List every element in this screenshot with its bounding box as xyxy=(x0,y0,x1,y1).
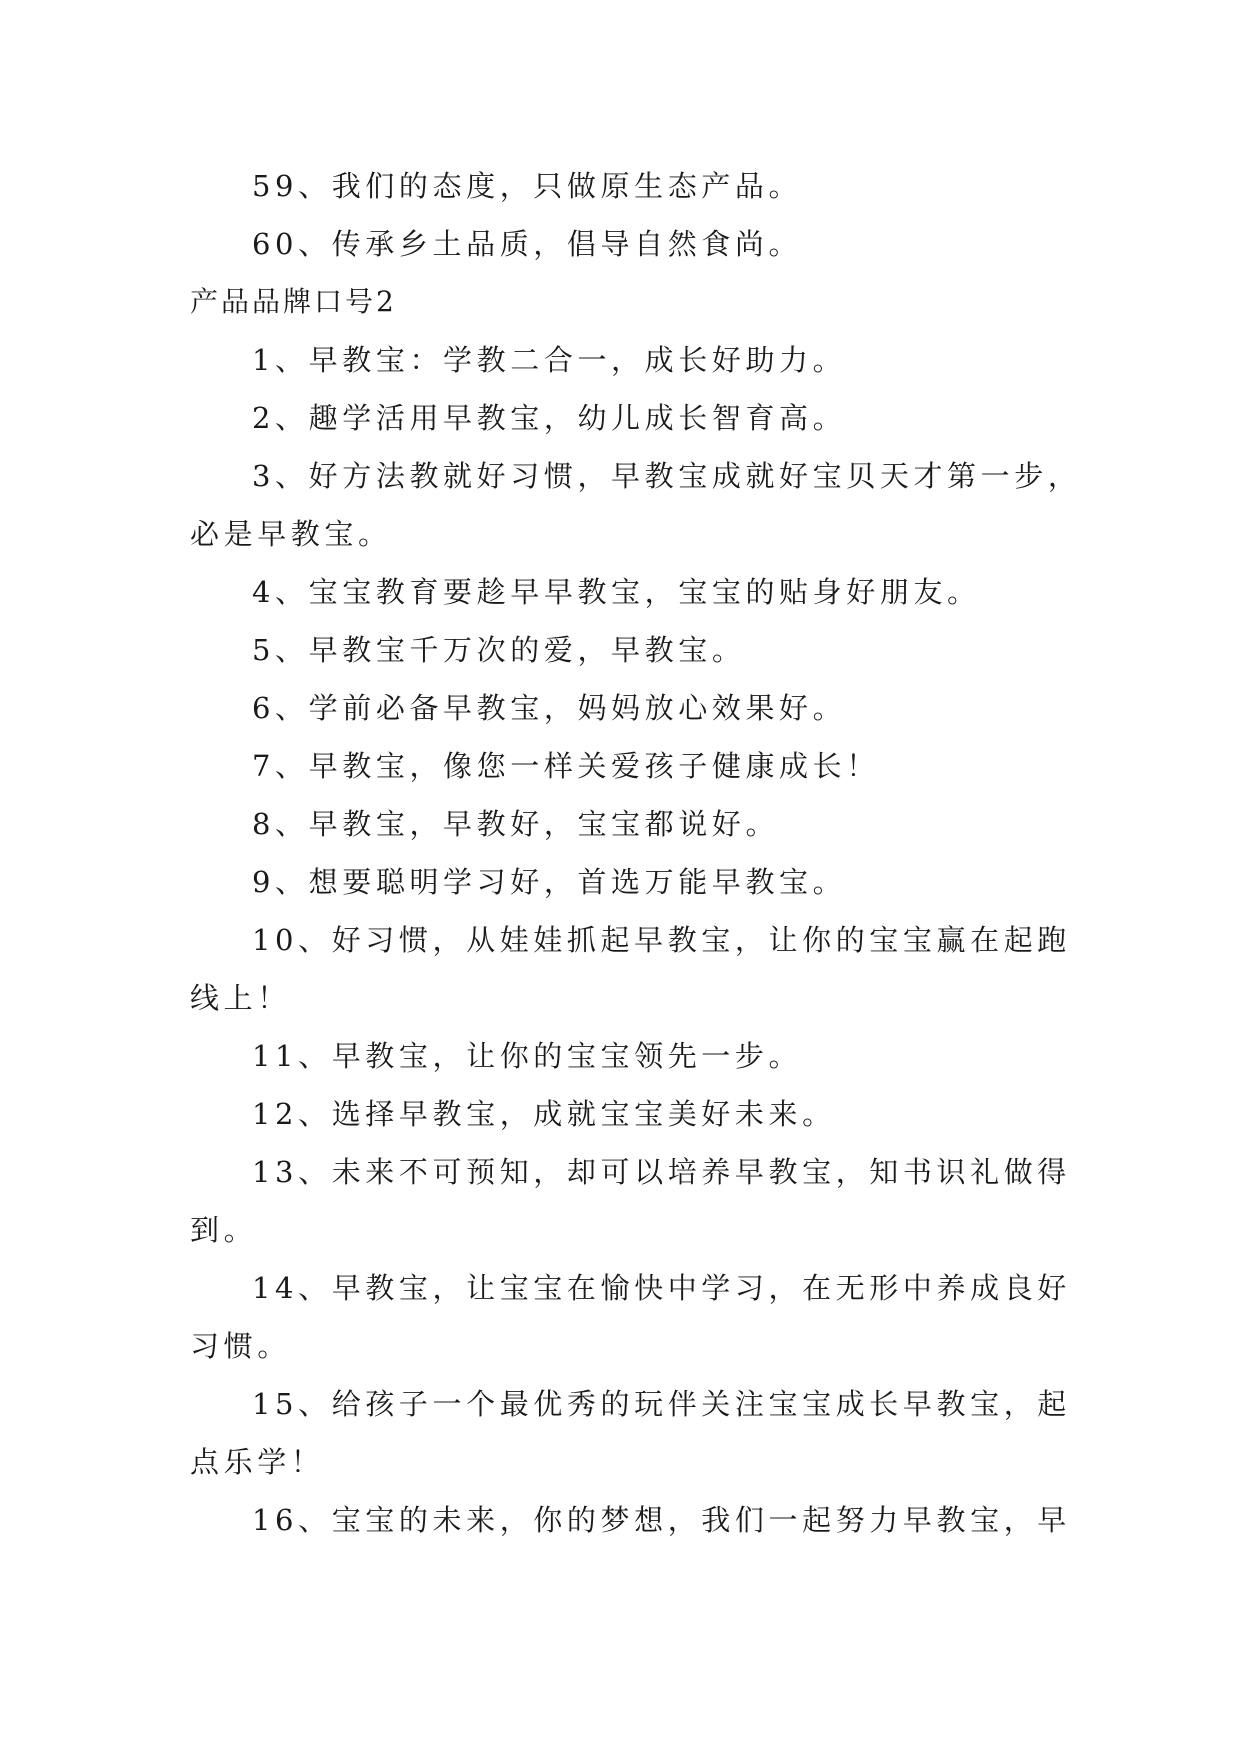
paragraph-line: 13、未来不可预知，却可以培养早教宝，知书识礼做得 xyxy=(252,1155,1071,1189)
paragraph-line: 1、早教宝：学教二合一，成长好助力。 xyxy=(252,343,847,377)
paragraph-line: 线上！ xyxy=(190,981,291,1015)
paragraph-line: 6、学前必备早教宝，妈妈放心效果好。 xyxy=(252,691,847,725)
section-heading: 产品品牌口号2 xyxy=(190,285,397,318)
paragraph-line: 3、好方法教就好习惯，早教宝成就好宝贝天才第一步， xyxy=(252,459,1082,493)
paragraph-line: 60、传承乡土品质，倡导自然食尚。 xyxy=(252,227,803,261)
paragraph-line: 10、好习惯，从娃娃抓起早教宝，让你的宝宝赢在起跑 xyxy=(252,923,1071,957)
paragraph-line: 12、选择早教宝，成就宝宝美好未来。 xyxy=(252,1097,836,1131)
paragraph-line: 7、早教宝，像您一样关爱孩子健康成长！ xyxy=(252,749,880,783)
paragraph-line: 14、早教宝，让宝宝在愉快中学习，在无形中养成良好 xyxy=(252,1271,1071,1305)
paragraph-line: 5、早教宝千万次的爱，早教宝。 xyxy=(252,633,746,667)
paragraph-line: 11、早教宝，让你的宝宝领先一步。 xyxy=(252,1039,803,1073)
paragraph-line: 59、我们的态度，只做原生态产品。 xyxy=(252,169,803,203)
paragraph-line: 习惯。 xyxy=(190,1329,291,1363)
paragraph-line: 8、早教宝，早教好，宝宝都说好。 xyxy=(252,807,780,841)
paragraph-line: 9、想要聪明学习好，首选万能早教宝。 xyxy=(252,865,847,899)
paragraph-line: 15、给孩子一个最优秀的玩伴关注宝宝成长早教宝，起 xyxy=(252,1387,1071,1421)
paragraph-line: 16、宝宝的未来，你的梦想，我们一起努力早教宝，早 xyxy=(252,1503,1071,1537)
paragraph-line: 到。 xyxy=(190,1213,258,1247)
paragraph-line: 4、宝宝教育要趁早早教宝，宝宝的贴身好朋友。 xyxy=(252,575,981,609)
paragraph-line: 必是早教宝。 xyxy=(190,517,392,551)
paragraph-line: 2、趣学活用早教宝，幼儿成长智育高。 xyxy=(252,401,847,435)
paragraph-line: 点乐学！ xyxy=(190,1445,325,1479)
